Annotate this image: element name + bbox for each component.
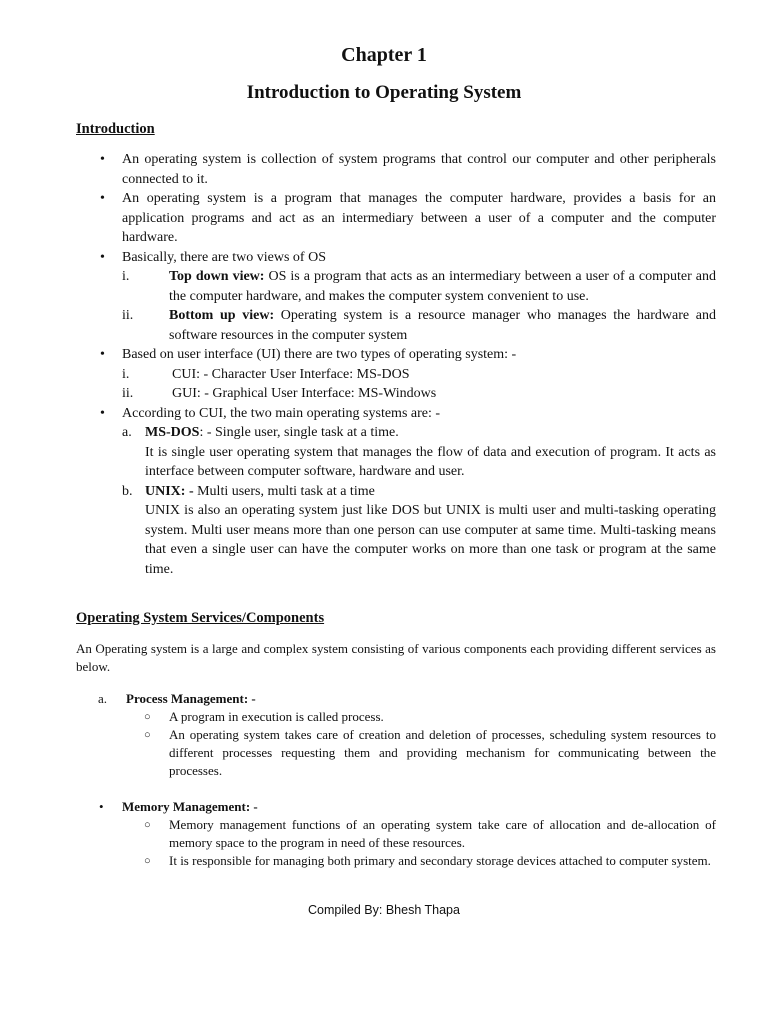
list-item	[76, 852, 716, 870]
roman-numeral-marker: ii.	[122, 386, 134, 401]
roman-numeral-marker: i.	[122, 366, 130, 382]
bullet-icon: •	[100, 347, 105, 362]
list-item-text: An operating system is a program that manages the computer hardware, provides a basis for an application programs and act as an intermediary between a user of a computer and the computer hardware.	[122, 191, 716, 245]
roman-numeral-marker: i.	[122, 269, 130, 284]
letter-marker: a.	[98, 691, 108, 706]
page-title: Introduction to Operating System	[246, 82, 522, 103]
letter-marker: a.	[122, 425, 132, 440]
list-item	[96, 248, 716, 268]
os-description-unix: UNIX is also an operating system just like DOS but UNIX is multi user and multi-tasking operating system. Multi user means more than one person can use computer at same time. Multi-tasking means that even a single user can have the computer works on more than one task or program at the same time.	[145, 503, 716, 577]
letter-marker: b.	[122, 483, 133, 499]
view-label: Bottom up view:	[169, 308, 275, 323]
list-item-text: Memory management functions of an operating system take care of allocation and de-allocation of memory space to the program in need of these resources.	[169, 817, 716, 850]
os-item-msdos	[96, 423, 716, 443]
circle-bullet-icon: ○	[144, 819, 151, 831]
list-item-text: Based on user interface (UI) there are two types of operating system: -	[122, 347, 517, 362]
ui-type-cui	[96, 365, 716, 385]
list-item	[96, 404, 716, 424]
bullet-icon: •	[99, 799, 104, 814]
page-footer: Compiled By: Bhesh Thapa	[308, 903, 460, 917]
list-item-text: Basically, there are two views of OS	[122, 249, 326, 265]
os-label: UNIX: -	[145, 483, 194, 499]
list-item	[76, 816, 716, 852]
chapter-number: Chapter 1	[341, 44, 427, 66]
os-description-msdos: It is single user operating system that manages the flow of data and execution of program. It acts as interface between computer software, hardware and user.	[145, 444, 716, 479]
services-intro: An Operating system is a large and complex system consisting of various components each providing different services as below.	[76, 641, 716, 674]
bullet-icon: •	[100, 249, 105, 265]
os-item-unix	[96, 482, 716, 502]
bullet-icon: •	[100, 191, 105, 206]
section-heading-services: Operating System Services/Components	[76, 610, 325, 626]
introduction-section	[96, 150, 716, 579]
list-item-text: A program in execution is called process.	[169, 709, 384, 724]
list-item-text: An operating system is collection of system programs that control our computer and other peripherals connected to it.	[122, 152, 716, 187]
section-heading-introduction: Introduction	[76, 121, 155, 137]
list-item	[96, 189, 716, 248]
view-label: Top down view:	[169, 269, 265, 284]
os-summary: Multi users, multi task at a time	[193, 483, 375, 499]
list-item-text: It is responsible for managing both primary and secondary storage devices attached to computer system.	[169, 853, 711, 868]
view-text: Operating system is a resource manager who manages the hardware and software resources in the computer system	[169, 308, 717, 343]
list-item	[96, 150, 716, 189]
component-process-management	[76, 690, 716, 708]
component-label: Process Management: -	[126, 691, 256, 706]
os-label: MS-DOS	[145, 425, 200, 440]
ui-type-gui	[96, 384, 716, 404]
list-item-text: According to CUI, the two main operating systems are: -	[122, 405, 441, 421]
circle-bullet-icon: ○	[144, 711, 151, 723]
circle-bullet-icon: ○	[144, 729, 151, 741]
view-item-bottom-up	[96, 306, 716, 345]
component-memory-management	[76, 798, 716, 816]
view-text: OS is a program that acts as an intermediary between a user of a computer and the computer hardware, and makes the computer system convenient to use.	[169, 269, 716, 304]
bullet-icon: •	[100, 405, 105, 421]
view-item-top-down	[96, 267, 716, 306]
list-item	[76, 726, 716, 780]
list-item	[76, 708, 716, 726]
os-summary: : - Single user, single task at a time.	[199, 425, 399, 440]
ui-type-text: CUI: - Character User Interface: MS-DOS	[172, 366, 410, 382]
list-item-text: An operating system takes care of creation and deletion of processes, scheduling system resources to different processes requesting them and providing mechanism for communicating between the processes.	[169, 727, 716, 778]
circle-bullet-icon: ○	[144, 855, 151, 867]
component-label: Memory Management: -	[122, 799, 258, 814]
services-section	[76, 640, 716, 870]
ui-type-text: GUI: - Graphical User Interface: MS-Windows	[172, 386, 437, 401]
bullet-icon: •	[100, 152, 105, 167]
roman-numeral-marker: ii.	[122, 308, 134, 323]
list-item	[96, 345, 716, 365]
